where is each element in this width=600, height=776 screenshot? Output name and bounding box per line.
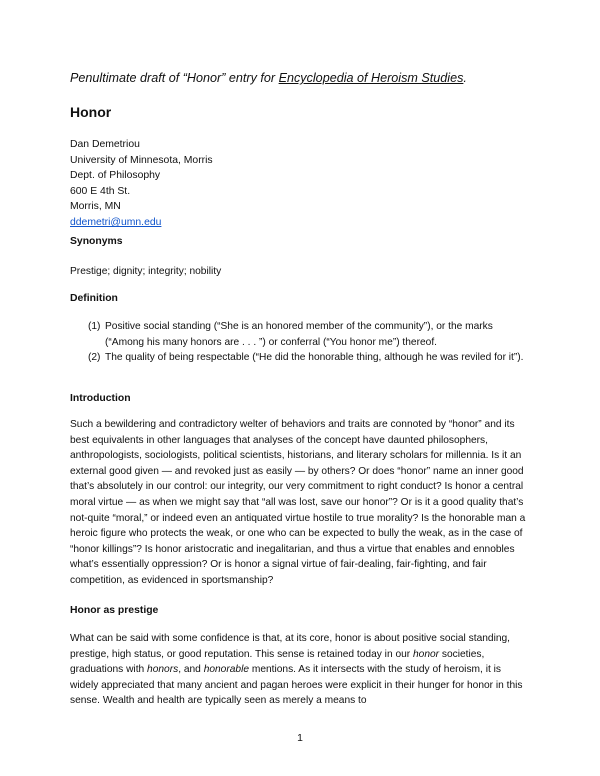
draft-suffix: . (463, 71, 467, 85)
prestige-emphasis: honor (413, 648, 440, 660)
encyclopedia-title: Encyclopedia of Heroism Studies (278, 71, 464, 85)
author-email-link[interactable]: ddemetri@umn.edu (70, 216, 162, 228)
definition-heading: Definition (70, 293, 118, 304)
page-number: 1 (297, 733, 303, 744)
author-department: Dept. of Philosophy (70, 170, 161, 182)
introduction-heading: Introduction (70, 393, 131, 404)
synonyms-heading: Synonyms (70, 236, 123, 247)
definition-text: Positive social standing (“She is an honored member of the community”), or the marks (“Among his many honors are . . . ”) or conferral (“You honor me”) thereof. (105, 321, 493, 348)
author-city: Morris, MN (70, 201, 121, 213)
definition-number: (2) (88, 352, 101, 364)
definition-list (88, 319, 528, 366)
author-university: University of Minnesota, Morris (70, 154, 213, 166)
author-name: Dan Demetriou (70, 139, 140, 150)
definition-item-1 (88, 319, 528, 350)
prestige-text-part: mentions. As it intersects with the study of heroism, it is widely appreciated that many ancient and pagan heroes were explicit in their hunger for honor in this sense. Wealth and health are typically seen as merely a means to (70, 664, 523, 707)
prestige-emphasis: honors (147, 664, 179, 676)
prestige-text-part: , and (178, 664, 204, 676)
definition-item-2 (88, 350, 528, 366)
prestige-text-part: What can be said with some confidence is that, at its core, honor is about positive social standing, prestige, high status, or good reputation. This sense is retained today in our (70, 633, 510, 660)
synonyms-text: Prestige; dignity; integrity; nobility (70, 266, 222, 277)
author-street: 600 E 4th St. (70, 185, 131, 197)
draft-note (70, 71, 540, 85)
definition-number: (1) (88, 321, 101, 332)
prestige-emphasis: honorable (203, 664, 250, 676)
prestige-text (70, 631, 532, 709)
author-block (70, 137, 213, 231)
definition-text: The quality of being respectable (“He did the honorable thing, although he was reviled for it”). (105, 352, 524, 364)
page-title: Honor (70, 104, 112, 120)
introduction-text: Such a bewildering and contradictory welter of behaviors and traits are connoted by “honor” and its best equivalents in other languages that analyses of the concept have daunted philosophers, anthropologists, sociologists, political scientists, historians, and literary scholars for millennia. Is it an external good given — and revoked just as easily — by others? Or does “honor” name an inner good that’s absolutely in our control: our integrity, our very commitment to right conduct? Is honor a central moral virtue — as when we might say that “all was lost, save our honor”? Or is it a good quality that’s not-quite “moral,” or indeed even an antiquated virtue hostile to true morality? Is the honorable man a heroic figure who protects the weak, or one who can be expected to bully the weak, as in the case of “honor killings”? Is honor aristocratic and inegalitarian, and thus a virtue that enables and ennobles what’s essentially oppression? Or is honor a signal virtue of fair-dealing, fair-fighting, and fair competition, as evidenced in sportsmanship? (70, 419, 526, 586)
draft-prefix: Penultimate draft of “Honor” entry for (70, 71, 279, 85)
prestige-heading: Honor as prestige (70, 605, 159, 616)
prestige-text-part: societies, graduations with (70, 648, 485, 676)
